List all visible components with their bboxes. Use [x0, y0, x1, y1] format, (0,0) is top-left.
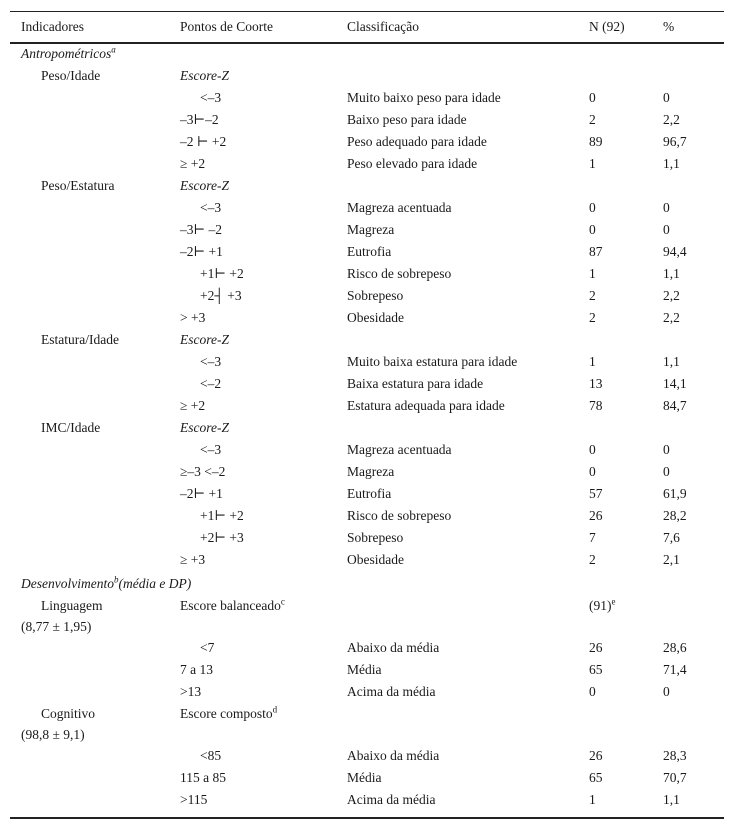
header-percent: % [663, 19, 675, 34]
cut-point: <–2 [200, 376, 222, 391]
classification: Abaixo da média [347, 748, 440, 763]
group-label-linguagem: Linguagem [41, 598, 103, 613]
percent-value: 28,6 [663, 640, 687, 655]
n-value: 78 [589, 398, 603, 413]
classification: Obesidade [347, 552, 404, 567]
n-value: 0 [589, 684, 596, 699]
cut-point: <85 [200, 748, 222, 763]
classification: Obesidade [347, 310, 404, 325]
n-value: 0 [589, 464, 596, 479]
classification: Média [347, 770, 382, 785]
n-value: 0 [589, 442, 596, 457]
group-scale-imc-idade: Escore-Z [180, 420, 229, 435]
percent-value: 1,1 [663, 792, 680, 807]
classification: Eutrofia [347, 486, 392, 501]
cut-point: ≥ +3 [180, 552, 206, 567]
cut-point: >115 [180, 792, 208, 807]
classification: Risco de sobrepeso [347, 266, 452, 281]
percent-value: 96,7 [663, 134, 687, 149]
n-value: 1 [589, 792, 596, 807]
classification: Sobrepeso [347, 530, 404, 545]
classification: Baixo peso para idade [347, 112, 467, 127]
cut-point: ≥–3 <–2 [180, 464, 226, 479]
cut-point: > +3 [180, 310, 206, 325]
percent-value: 1,1 [663, 354, 680, 369]
classification: Magreza acentuada [347, 442, 452, 457]
group-label-peso-idade: Peso/Idade [41, 68, 101, 83]
n-value: 1 [589, 156, 596, 171]
percent-value: 94,4 [663, 244, 687, 259]
percent-value: 1,1 [663, 156, 680, 171]
group-scale-linguagem: Escore balanceado$^c$ [180, 596, 285, 613]
cut-point: <–3 [200, 90, 222, 105]
percent-value: 0 [663, 90, 670, 105]
n-value: 87 [589, 244, 603, 259]
percent-value: 2,2 [663, 112, 680, 127]
n-value: 2 [589, 288, 596, 303]
percent-value: 71,4 [663, 662, 687, 677]
cut-point: –2 ⊢ +2 [180, 134, 227, 149]
cut-point: 7 a 13 [180, 662, 213, 677]
classification: Peso elevado para idade [347, 156, 478, 171]
cut-point: ≥ +2 [180, 156, 206, 171]
header-rule [10, 42, 724, 44]
header-indicadores: Indicadores [21, 19, 84, 34]
percent-value: 0 [663, 684, 670, 699]
n-value: 2 [589, 112, 596, 127]
group-n-linguagem: $(91)^e$ [589, 596, 616, 613]
classification: Muito baixo peso para idade [347, 90, 501, 105]
cut-point: 115 a 85 [180, 770, 226, 785]
group-scale-cognitivo: Escore composto$^d$ [180, 704, 278, 721]
percent-value: 84,7 [663, 398, 687, 413]
percent-value: 0 [663, 222, 670, 237]
header-pontos-de-coorte: Pontos de Coorte [180, 19, 273, 34]
group-stats-linguagem: (8,77 ± 1,95) [21, 619, 92, 634]
cut-point: –2⊢ +1 [180, 486, 223, 501]
cut-point: <–3 [200, 200, 222, 215]
classification: Acima da média [347, 792, 436, 807]
percent-value: 1,1 [663, 266, 680, 281]
n-value: 26 [589, 748, 603, 763]
percent-value: 28,3 [663, 748, 687, 763]
n-value: 0 [589, 200, 596, 215]
n-value: 26 [589, 508, 603, 523]
n-value: 7 [589, 530, 596, 545]
group-label-imc-idade: IMC/Idade [41, 420, 101, 435]
cut-point: +2┤ +3 [200, 288, 242, 303]
group-scale-estatura-idade: Escore-Z [180, 332, 229, 347]
group-label-peso-estatura: Peso/Estatura [41, 178, 115, 193]
classification: Sobrepeso [347, 288, 404, 303]
percent-value: 2,1 [663, 552, 680, 567]
bottom-rule [10, 817, 724, 819]
top-rule [10, 11, 724, 12]
cut-point: +2⊢ +3 [200, 530, 244, 545]
n-value: 26 [589, 640, 603, 655]
n-value: 65 [589, 770, 603, 785]
classification: Peso adequado para idade [347, 134, 487, 149]
classification: Magreza [347, 464, 395, 479]
classification: Baixa estatura para idade [347, 376, 484, 391]
header-classificacao: Classificação [347, 19, 419, 34]
cut-point: <7 [200, 640, 215, 655]
classification: Risco de sobrepeso [347, 508, 452, 523]
classification: Eutrofia [347, 244, 392, 259]
percent-value: 7,6 [663, 530, 680, 545]
cut-point: –2⊢ +1 [180, 244, 223, 259]
percent-value: 2,2 [663, 288, 680, 303]
classification: Estatura adequada para idade [347, 398, 505, 413]
cut-point: +1⊢ +2 [200, 266, 244, 281]
classification: Acima da média [347, 684, 436, 699]
section-antropometricos: Antropométricos$^a$ [21, 44, 116, 61]
percent-value: 28,2 [663, 508, 687, 523]
section-desenvolvimento: Desenvolvimento$^b$(média e DP) [21, 574, 192, 591]
cut-point: +1⊢ +2 [200, 508, 244, 523]
n-value: 2 [589, 310, 596, 325]
n-value: 0 [589, 90, 596, 105]
percent-value: 0 [663, 200, 670, 215]
cut-point: >13 [180, 684, 202, 699]
percent-value: 0 [663, 442, 670, 457]
percent-value: 61,9 [663, 486, 687, 501]
n-value: 0 [589, 222, 596, 237]
n-value: 89 [589, 134, 603, 149]
header-n: N (92) [589, 19, 625, 34]
classification: Abaixo da média [347, 640, 440, 655]
n-value: 2 [589, 552, 596, 567]
percent-value: 2,2 [663, 310, 680, 325]
n-value: 13 [589, 376, 603, 391]
cut-point: <–3 [200, 354, 222, 369]
classification: Média [347, 662, 382, 677]
percent-value: 0 [663, 464, 670, 479]
cut-point: ≥ +2 [180, 398, 206, 413]
cut-point: –3⊢–2 [180, 112, 219, 127]
percent-value: 70,7 [663, 770, 687, 785]
n-value: 1 [589, 354, 596, 369]
group-stats-cognitivo: (98,8 ± 9,1) [21, 727, 85, 742]
cut-point: –3⊢ –2 [180, 222, 222, 237]
classification: Muito baixa estatura para idade [347, 354, 518, 369]
group-scale-peso-estatura: Escore-Z [180, 178, 229, 193]
group-label-cognitivo: Cognitivo [41, 706, 96, 721]
n-value: 57 [589, 486, 603, 501]
classification: Magreza acentuada [347, 200, 452, 215]
cut-point: <–3 [200, 442, 222, 457]
classification: Magreza [347, 222, 395, 237]
group-scale-peso-idade: Escore-Z [180, 68, 229, 83]
group-label-estatura-idade: Estatura/Idade [41, 332, 119, 347]
percent-value: 14,1 [663, 376, 687, 391]
n-value: 65 [589, 662, 603, 677]
n-value: 1 [589, 266, 596, 281]
